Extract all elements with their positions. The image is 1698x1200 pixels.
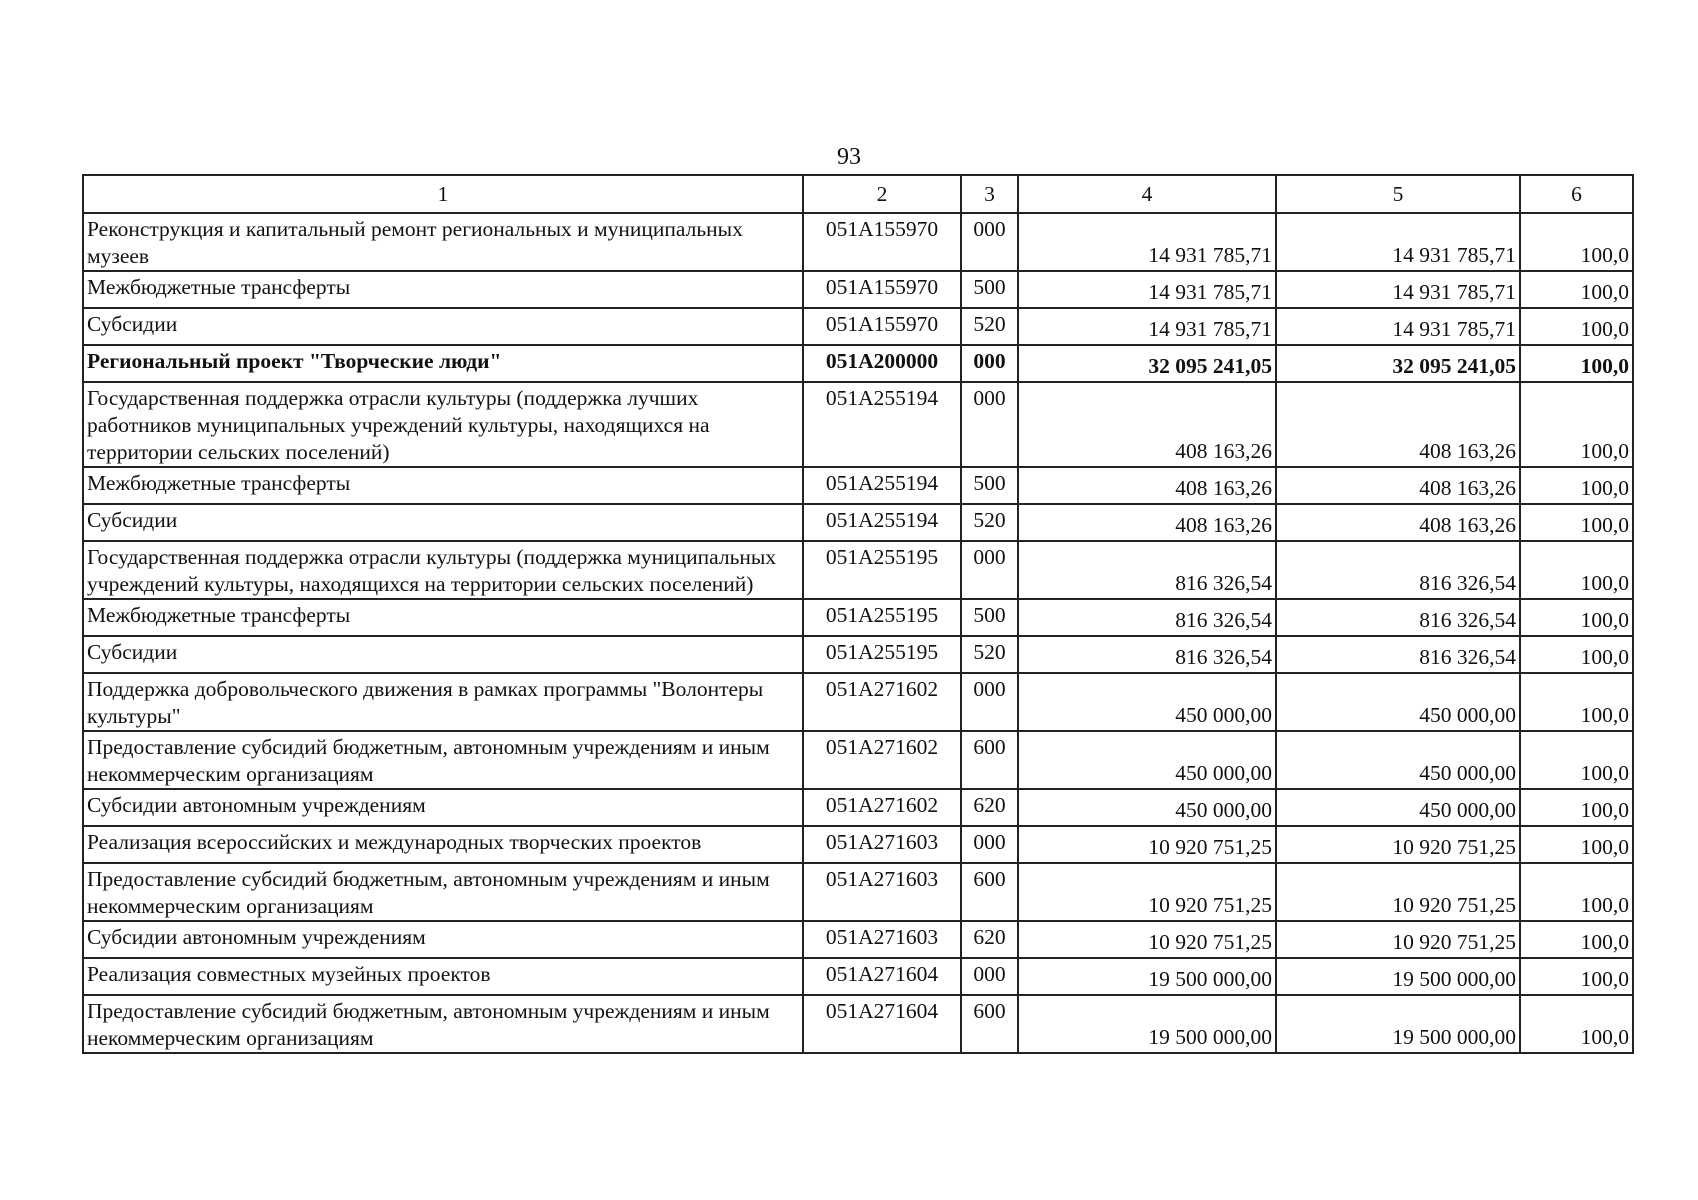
cell-name: Предоставление субсидий бюджетным, автономным учреждениям и иным некоммерческим организациям	[83, 863, 803, 921]
cell-name: Субсидии	[83, 308, 803, 345]
cell-plan: 816 326,54	[1018, 636, 1276, 673]
table-row	[83, 826, 1633, 863]
cell-percent: 100,0	[1520, 789, 1633, 826]
cell-percent: 100,0	[1520, 271, 1633, 308]
cell-percent: 100,0	[1520, 345, 1633, 382]
cell-fact: 816 326,54	[1276, 636, 1520, 673]
column-header-3: 3	[961, 175, 1018, 213]
cell-name: Реализация совместных музейных проектов	[83, 958, 803, 995]
table-row	[83, 958, 1633, 995]
table-row	[83, 921, 1633, 958]
cell-kind: 620	[961, 921, 1018, 958]
cell-code: 051A271603	[803, 826, 961, 863]
cell-kind: 000	[961, 541, 1018, 599]
cell-kind: 000	[961, 213, 1018, 271]
table-row	[83, 673, 1633, 731]
page-number: 93	[837, 144, 861, 170]
cell-name: Поддержка добровольческого движения в рамках программы "Волонтеры культуры"	[83, 673, 803, 731]
cell-fact: 816 326,54	[1276, 541, 1520, 599]
cell-kind: 520	[961, 308, 1018, 345]
cell-plan: 10 920 751,25	[1018, 826, 1276, 863]
table-row	[83, 541, 1633, 599]
cell-code: 051A255195	[803, 599, 961, 636]
cell-percent: 100,0	[1520, 504, 1633, 541]
cell-kind: 600	[961, 731, 1018, 789]
cell-code: 051A271603	[803, 863, 961, 921]
cell-percent: 100,0	[1520, 382, 1633, 467]
cell-code: 051A271604	[803, 958, 961, 995]
table-row	[83, 599, 1633, 636]
cell-name: Государственная поддержка отрасли культуры (поддержка лучших работников муниципальных учреждений культуры, находящихся на территории сельских поселений)	[83, 382, 803, 467]
table-row	[83, 467, 1633, 504]
cell-percent: 100,0	[1520, 673, 1633, 731]
table-row	[83, 863, 1633, 921]
cell-code: 051A271603	[803, 921, 961, 958]
cell-kind: 000	[961, 958, 1018, 995]
cell-code: 051A255194	[803, 467, 961, 504]
cell-fact: 32 095 241,05	[1276, 345, 1520, 382]
cell-plan: 450 000,00	[1018, 731, 1276, 789]
cell-kind: 600	[961, 995, 1018, 1053]
cell-kind: 000	[961, 673, 1018, 731]
cell-kind: 520	[961, 504, 1018, 541]
table-row	[83, 731, 1633, 789]
cell-plan: 10 920 751,25	[1018, 863, 1276, 921]
table-row	[83, 504, 1633, 541]
cell-plan: 10 920 751,25	[1018, 921, 1276, 958]
cell-code: 051A200000	[803, 345, 961, 382]
cell-plan: 450 000,00	[1018, 673, 1276, 731]
column-header-5: 5	[1276, 175, 1520, 213]
cell-percent: 100,0	[1520, 958, 1633, 995]
cell-name: Реализация всероссийских и международных творческих проектов	[83, 826, 803, 863]
cell-code: 051A255194	[803, 504, 961, 541]
cell-plan: 14 931 785,71	[1018, 308, 1276, 345]
cell-fact: 408 163,26	[1276, 504, 1520, 541]
cell-fact: 816 326,54	[1276, 599, 1520, 636]
cell-fact: 19 500 000,00	[1276, 958, 1520, 995]
cell-fact: 14 931 785,71	[1276, 308, 1520, 345]
column-header-1: 1	[83, 175, 803, 213]
cell-percent: 100,0	[1520, 541, 1633, 599]
table-header	[83, 175, 1633, 213]
cell-name: Субсидии автономным учреждениям	[83, 789, 803, 826]
cell-percent: 100,0	[1520, 599, 1633, 636]
cell-fact: 10 920 751,25	[1276, 826, 1520, 863]
cell-code: 051A271602	[803, 789, 961, 826]
cell-name: Межбюджетные трансферты	[83, 599, 803, 636]
cell-code: 051A255195	[803, 541, 961, 599]
cell-plan: 816 326,54	[1018, 599, 1276, 636]
column-header-4: 4	[1018, 175, 1276, 213]
cell-code: 051A255195	[803, 636, 961, 673]
cell-fact: 450 000,00	[1276, 673, 1520, 731]
cell-percent: 100,0	[1520, 826, 1633, 863]
cell-percent: 100,0	[1520, 636, 1633, 673]
cell-name: Государственная поддержка отрасли культуры (поддержка муниципальных учреждений культуры, находящихся на территории сельских поселений)	[83, 541, 803, 599]
cell-plan: 14 931 785,71	[1018, 213, 1276, 271]
cell-percent: 100,0	[1520, 863, 1633, 921]
column-header-2: 2	[803, 175, 961, 213]
cell-plan: 816 326,54	[1018, 541, 1276, 599]
cell-fact: 10 920 751,25	[1276, 863, 1520, 921]
cell-fact: 408 163,26	[1276, 467, 1520, 504]
cell-code: 051A155970	[803, 271, 961, 308]
cell-code: 051A155970	[803, 213, 961, 271]
cell-kind: 000	[961, 382, 1018, 467]
cell-kind: 500	[961, 599, 1018, 636]
cell-kind: 600	[961, 863, 1018, 921]
cell-name: Региональный проект "Творческие люди"	[83, 345, 803, 382]
cell-plan: 32 095 241,05	[1018, 345, 1276, 382]
cell-fact: 450 000,00	[1276, 789, 1520, 826]
cell-kind: 520	[961, 636, 1018, 673]
cell-fact: 19 500 000,00	[1276, 995, 1520, 1053]
cell-fact: 14 931 785,71	[1276, 213, 1520, 271]
table-body	[83, 213, 1633, 1053]
cell-fact: 408 163,26	[1276, 382, 1520, 467]
cell-code: 051A155970	[803, 308, 961, 345]
budget-table	[82, 174, 1634, 1054]
cell-name: Субсидии	[83, 636, 803, 673]
cell-name: Предоставление субсидий бюджетным, автономным учреждениям и иным некоммерческим организациям	[83, 731, 803, 789]
cell-name: Межбюджетные трансферты	[83, 271, 803, 308]
cell-plan: 408 163,26	[1018, 504, 1276, 541]
cell-percent: 100,0	[1520, 995, 1633, 1053]
column-header-6: 6	[1520, 175, 1633, 213]
cell-fact: 10 920 751,25	[1276, 921, 1520, 958]
cell-code: 051A271604	[803, 995, 961, 1053]
cell-percent: 100,0	[1520, 731, 1633, 789]
cell-percent: 100,0	[1520, 308, 1633, 345]
table-row	[83, 308, 1633, 345]
cell-percent: 100,0	[1520, 213, 1633, 271]
cell-percent: 100,0	[1520, 921, 1633, 958]
table-row	[83, 213, 1633, 271]
cell-kind: 500	[961, 467, 1018, 504]
cell-fact: 450 000,00	[1276, 731, 1520, 789]
cell-kind: 500	[961, 271, 1018, 308]
cell-kind: 000	[961, 826, 1018, 863]
cell-percent: 100,0	[1520, 467, 1633, 504]
cell-plan: 19 500 000,00	[1018, 995, 1276, 1053]
cell-name: Субсидии	[83, 504, 803, 541]
header-row	[83, 175, 1633, 213]
table-row	[83, 345, 1633, 382]
cell-kind: 620	[961, 789, 1018, 826]
cell-code: 051A271602	[803, 673, 961, 731]
cell-kind: 000	[961, 345, 1018, 382]
cell-name: Предоставление субсидий бюджетным, автономным учреждениям и иным некоммерческим организациям	[83, 995, 803, 1053]
table-row	[83, 789, 1633, 826]
cell-code: 051A271602	[803, 731, 961, 789]
cell-fact: 14 931 785,71	[1276, 271, 1520, 308]
cell-plan: 408 163,26	[1018, 382, 1276, 467]
cell-plan: 450 000,00	[1018, 789, 1276, 826]
cell-plan: 19 500 000,00	[1018, 958, 1276, 995]
table-row	[83, 636, 1633, 673]
cell-plan: 14 931 785,71	[1018, 271, 1276, 308]
cell-name: Субсидии автономным учреждениям	[83, 921, 803, 958]
table-row	[83, 271, 1633, 308]
cell-plan: 408 163,26	[1018, 467, 1276, 504]
table-row	[83, 995, 1633, 1053]
cell-name: Межбюджетные трансферты	[83, 467, 803, 504]
table-row	[83, 382, 1633, 467]
cell-code: 051A255194	[803, 382, 961, 467]
cell-name: Реконструкция и капитальный ремонт региональных и муниципальных музеев	[83, 213, 803, 271]
